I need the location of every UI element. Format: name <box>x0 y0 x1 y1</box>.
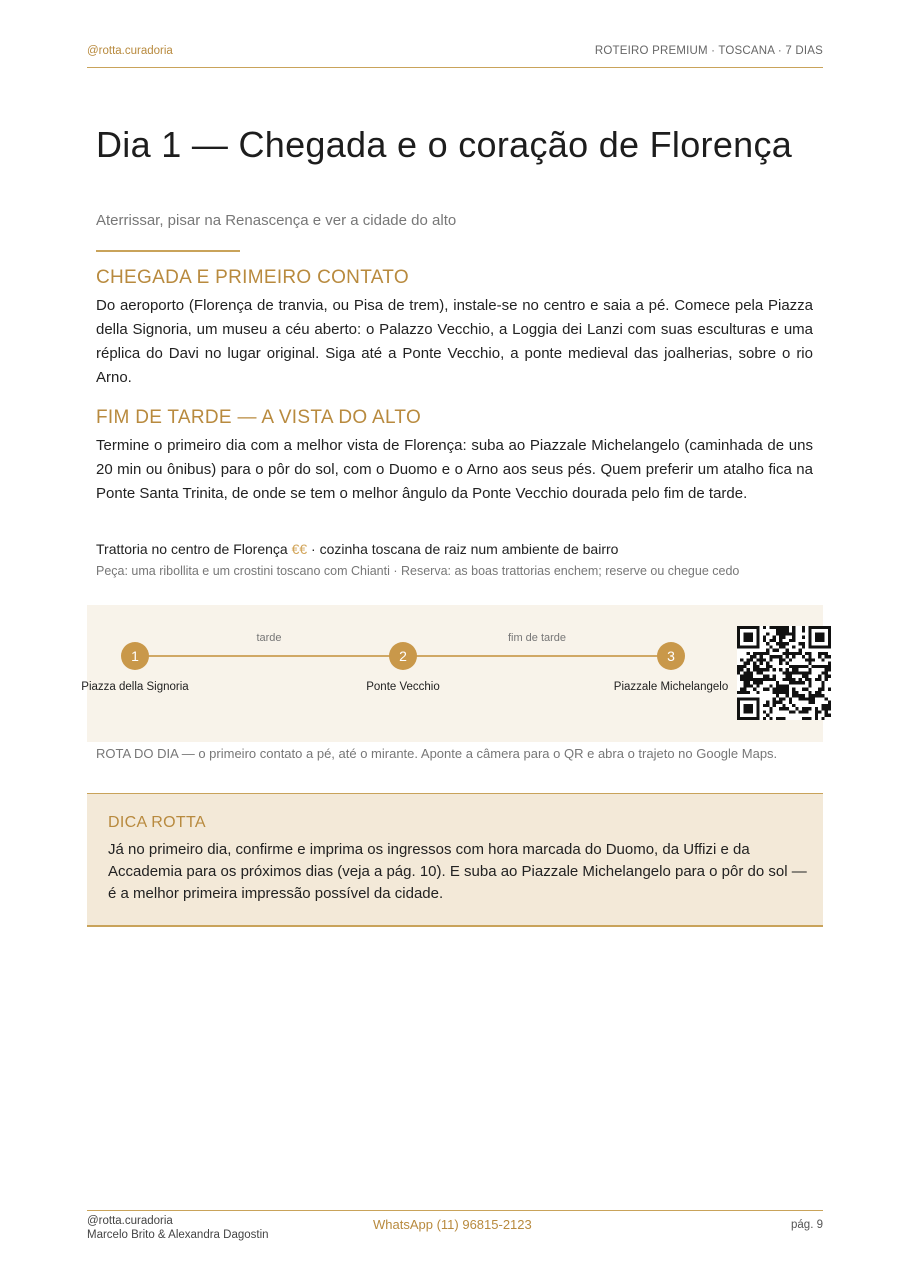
route-stop-marker: 3 <box>657 642 685 670</box>
footer-credits <box>87 1214 269 1242</box>
dining-desc: · cozinha toscana de raiz num ambiente de bairro <box>311 541 619 557</box>
section-heading-arrival: CHEGADA E PRIMEIRO CONTATO <box>96 267 409 288</box>
page-subtitle: Aterrissar, pisar na Renascença e ver a cidade do alto <box>96 212 457 229</box>
footer-whatsapp-link[interactable]: WhatsApp (11) 96815-2123 <box>373 1217 532 1232</box>
section-text-arrival: Do aeroporto (Florença de tranvia, ou Pisa de trem), instale-se no centro e saia a pé. Comece pela Piazza della Signoria, um museu a céu aberto: o Palazzo Vecchio, a Loggia dei Lanzi com suas esculturas e uma réplica do Davi no lugar original. Siga até a Ponte Vecchio, a ponte medieval das joalherias, sobre o rio Arno. <box>96 297 813 386</box>
tip-box <box>87 793 823 927</box>
header-label: ROTEIRO PREMIUM · TOSCANA · 7 DIAS <box>594 45 823 57</box>
section-text-evening: Termine o primeiro dia com a melhor vista de Florença: suba ao Piazzale Michelangelo (caminhada de uns 20 min ou ônibus) para o pôr do sol, com o Duomo e o Arno aos seus pés. Quem preferir um atalho fica na Ponte Santa Trinita, de onde se tem o melhor ângulo da Ponte Vecchio dourada pelo fim de tarde. <box>96 437 813 502</box>
footer-brand: @rotta.curadoria <box>87 1215 173 1227</box>
route-segment-label: tarde <box>256 632 282 644</box>
tip-heading: DICA ROTTA <box>108 814 206 831</box>
route-stop-name: Piazza della Signoria <box>81 681 189 693</box>
page-title: Dia 1 — Chegada e o coração de Florença <box>96 124 793 165</box>
dining-name: Trattoria no centro de Florença <box>96 541 288 557</box>
tip-text: Já no primeiro dia, confirme e imprima os ingressos com hora marcada do Duomo, da Uffizi e da Accademia para os próximos dias (veja a pág. 10). E suba ao Piazzale Michelangelo para o pôr do sol — é a melhor primeira impressão possível da cidade. <box>108 841 807 902</box>
header-brand: @rotta.curadoria <box>87 45 173 57</box>
section-heading-evening: FIM DE TARDE — A VISTA DO ALTO <box>96 407 422 428</box>
dining-note: Peça: uma ribollita e um crostini toscano com Chianti · Reserva: as boas trattorias enchem; reserve ou chegue cedo <box>96 564 740 578</box>
page-number: pág. 9 <box>791 1219 823 1231</box>
dining-price: €€ <box>291 541 308 557</box>
route-stop-marker: 1 <box>121 642 149 670</box>
page-footer <box>87 1210 823 1241</box>
route-segment-line <box>403 655 671 657</box>
footer-authors: Marcelo Brito & Alexandra Dagostin <box>87 1229 269 1241</box>
route-map <box>81 605 823 742</box>
dining-recommendation <box>96 541 618 557</box>
route-stop-marker: 2 <box>389 642 417 670</box>
route-stop-name: Piazzale Michelangelo <box>613 681 729 693</box>
page-header <box>87 45 823 68</box>
route-segment-line <box>135 655 403 657</box>
route-stop-name: Ponte Vecchio <box>366 681 440 693</box>
route-caption: ROTA DO DIA — o primeiro contato a pé, até o mirante. Aponte a câmera para o QR e abra o trajeto no Google Maps. <box>96 746 778 761</box>
title-divider <box>96 250 240 252</box>
qr-code-icon[interactable] <box>737 626 831 720</box>
route-segment-label: fim de tarde <box>507 632 567 644</box>
